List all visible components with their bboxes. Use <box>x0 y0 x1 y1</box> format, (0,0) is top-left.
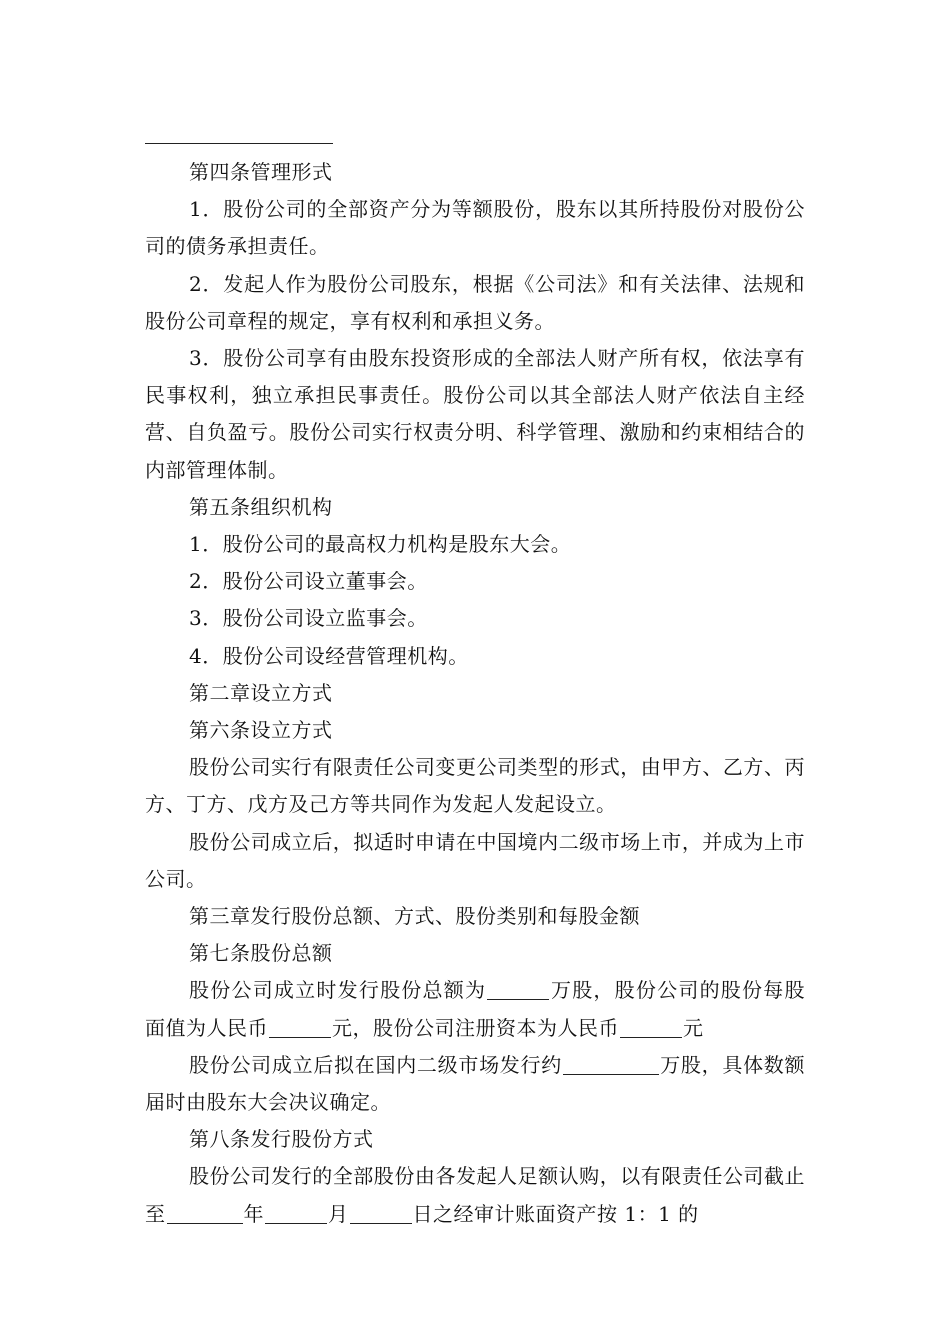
chapter-2-heading: 第二章设立方式 <box>189 680 333 705</box>
paragraph: 3．股份公司设立监事会。 <box>189 606 428 631</box>
paragraph: 1．股份公司的全部资产分为等额股份，股东以其所持股份对股份公司的债务承担责任。 <box>145 197 805 259</box>
paragraph: 1．股份公司的最高权力机构是股东大会。 <box>189 532 572 557</box>
paragraph: 股份公司成立后，拟适时申请在中国境内二级市场上市，并成为上市公司。 <box>145 829 805 891</box>
article-5-heading: 第五条组织机构 <box>189 494 333 519</box>
article-8-heading: 第八条发行股份方式 <box>189 1127 374 1152</box>
fill-blank <box>167 1203 243 1224</box>
fill-blank <box>563 1054 659 1075</box>
paragraph: 3．股份公司享有由股东投资形成的全部法人财产所有权，依法享有民事权利，独立承担民事责任。股份公司以其全部法人财产依法自主经营、自负盈亏。股份公司实行权责分明、科学管理、激励和约束相结合的内部管理体制。 <box>145 346 805 482</box>
fill-blank <box>269 1017 331 1038</box>
top-rule <box>145 143 333 144</box>
paragraph-issue-method: 股份公司发行的全部股份由各发起人足额认购，以有限责任公司截止至 年 月 日之经审计账面资产按 1：1 的 <box>145 1164 805 1226</box>
paragraph: 2．股份公司设立董事会。 <box>189 569 428 594</box>
article-6-heading: 第六条设立方式 <box>189 718 333 743</box>
article-4-heading: 第四条管理形式 <box>189 160 333 184</box>
paragraph: 股份公司实行有限责任公司变更公司类型的形式，由甲方、乙方、丙方、丁方、戊方及己方等共同作为发起人发起设立。 <box>145 755 805 817</box>
fill-blank <box>487 979 549 1000</box>
document-body <box>145 154 805 1233</box>
fill-blank <box>620 1017 682 1038</box>
fill-blank <box>350 1203 412 1224</box>
fill-blank <box>265 1203 327 1224</box>
paragraph: 2．发起人作为股份公司股东，根据《公司法》和有关法律、法规和股份公司章程的规定，享有权利和承担义务。 <box>145 271 805 333</box>
chapter-3-heading: 第三章发行股份总额、方式、股份类别和每股金额 <box>189 904 640 929</box>
article-7-heading: 第七条股份总额 <box>189 941 333 966</box>
paragraph: 4．股份公司设经营管理机构。 <box>189 643 469 668</box>
paragraph-public-issue: 股份公司成立后拟在国内二级市场发行约 万股，具体数额届时由股东大会决议确定。 <box>145 1052 806 1115</box>
paragraph-share-total: 股份公司成立时发行股份总额为 万股，股份公司的股份每股面值为人民币 元，股份公司注册资本为人民币 元 <box>145 978 806 1040</box>
